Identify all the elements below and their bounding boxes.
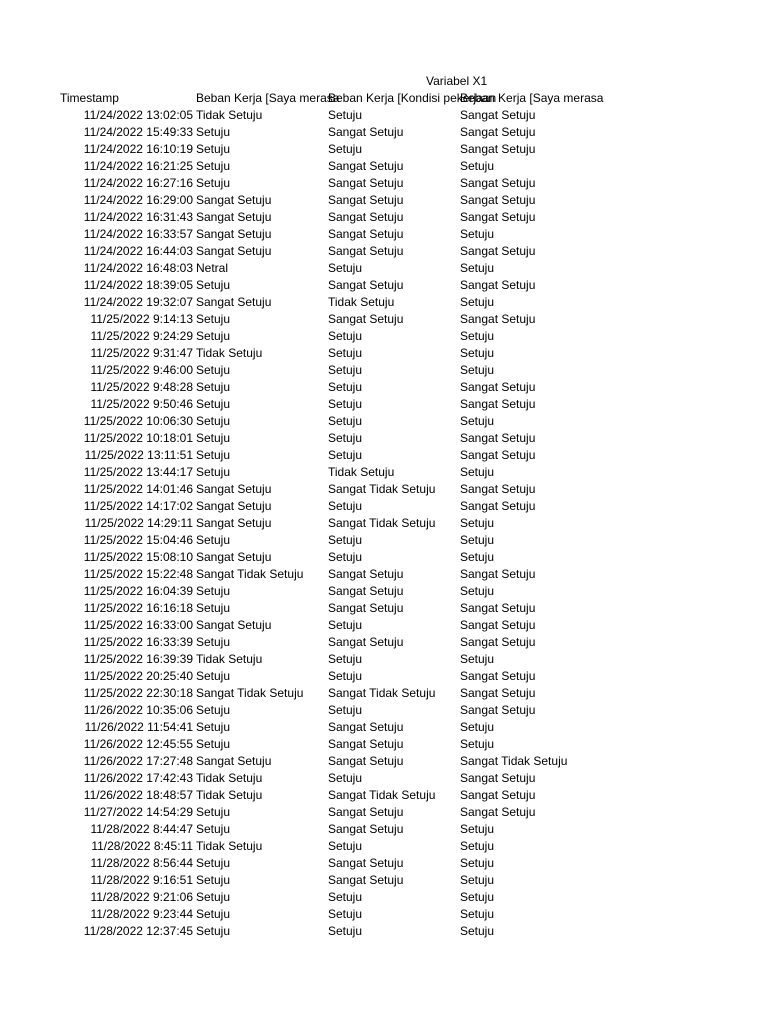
cell-beban-kerja-2: Setuju [328,431,363,445]
cell-beban-kerja-3: Setuju [460,363,495,377]
cell-beban-kerja-2: Setuju [328,839,363,853]
cell-timestamp: 11/26/2022 17:42:43 [83,771,193,785]
cell-timestamp: 11/28/2022 12:37:45 [83,924,193,938]
cell-beban-kerja-2: Sangat Setuju [328,125,404,139]
table-row [0,141,768,158]
cell-beban-kerja-3: Setuju [460,652,495,666]
table-row [0,447,768,464]
cell-beban-kerja-2: Setuju [328,448,363,462]
cell-beban-kerja-3: Setuju [460,261,495,275]
cell-beban-kerja-1: Setuju [196,890,231,904]
table-row [0,855,768,872]
table-row [0,158,768,175]
cell-beban-kerja-1: Tidak Setuju [196,652,263,666]
cell-timestamp: 11/25/2022 16:39:39 [83,652,193,666]
header-beban-kerja-3: Beban Kerja [Saya merasa [460,91,604,105]
cell-timestamp: 11/28/2022 9:16:51 [90,873,193,887]
cell-beban-kerja-3: Sangat Setuju [460,703,536,717]
cell-beban-kerja-3: Setuju [460,873,495,887]
cell-beban-kerja-2: Sangat Setuju [328,278,404,292]
cell-beban-kerja-1: Tidak Setuju [196,346,263,360]
cell-timestamp: 11/25/2022 16:16:18 [83,601,193,615]
cell-beban-kerja-1: Sangat Setuju [196,482,272,496]
cell-beban-kerja-3: Sangat Setuju [460,788,536,802]
cell-timestamp: 11/25/2022 14:17:02 [83,499,193,513]
cell-beban-kerja-2: Sangat Setuju [328,635,404,649]
header-beban-kerja-1: Beban Kerja [Saya merasa [196,91,340,105]
cell-beban-kerja-1: Setuju [196,737,231,751]
cell-beban-kerja-1: Setuju [196,924,231,938]
cell-beban-kerja-1: Setuju [196,159,231,173]
cell-beban-kerja-2: Setuju [328,550,363,564]
cell-beban-kerja-2: Sangat Setuju [328,312,404,326]
table-row [0,838,768,855]
cell-beban-kerja-2: Setuju [328,380,363,394]
cell-timestamp: 11/25/2022 10:18:01 [83,431,193,445]
cell-beban-kerja-3: Setuju [460,856,495,870]
table-row [0,685,768,702]
cell-timestamp: 11/26/2022 11:54:41 [84,720,193,734]
cell-beban-kerja-3: Sangat Setuju [460,635,536,649]
table-row [0,464,768,481]
cell-beban-kerja-3: Setuju [460,295,495,309]
cell-beban-kerja-3: Setuju [460,584,495,598]
table-row [0,311,768,328]
table-row [0,600,768,617]
cell-timestamp: 11/25/2022 13:11:51 [84,448,193,462]
table-row [0,379,768,396]
cell-timestamp: 11/25/2022 14:29:11 [84,516,193,530]
cell-timestamp: 11/24/2022 16:48:03 [83,261,193,275]
cell-timestamp: 11/25/2022 16:04:39 [83,584,193,598]
cell-beban-kerja-3: Sangat Setuju [460,567,536,581]
cell-timestamp: 11/25/2022 9:24:29 [90,329,193,343]
cell-beban-kerja-3: Setuju [460,839,495,853]
cell-beban-kerja-3: Sangat Setuju [460,686,536,700]
cell-beban-kerja-3: Setuju [460,533,495,547]
cell-beban-kerja-1: Sangat Setuju [196,618,272,632]
cell-timestamp: 11/26/2022 12:45:55 [83,737,193,751]
cell-timestamp: 11/25/2022 9:48:28 [90,380,193,394]
cell-beban-kerja-2: Setuju [328,499,363,513]
table-row [0,413,768,430]
cell-beban-kerja-1: Setuju [196,363,231,377]
cell-beban-kerja-2: Setuju [328,142,363,156]
cell-timestamp: 11/25/2022 9:31:47 [90,346,193,360]
table-row [0,345,768,362]
cell-beban-kerja-2: Sangat Setuju [328,856,404,870]
cell-beban-kerja-1: Setuju [196,414,231,428]
cell-beban-kerja-2: Setuju [328,771,363,785]
cell-beban-kerja-2: Sangat Setuju [328,227,404,241]
cell-beban-kerja-2: Setuju [328,108,363,122]
cell-beban-kerja-1: Tidak Setuju [196,108,263,122]
table-row [0,702,768,719]
table-row [0,566,768,583]
cell-beban-kerja-1: Setuju [196,635,231,649]
cell-beban-kerja-1: Setuju [196,805,231,819]
table-row [0,362,768,379]
table-row [0,481,768,498]
table-row [0,583,768,600]
cell-beban-kerja-2: Sangat Setuju [328,584,404,598]
cell-beban-kerja-1: Setuju [196,278,231,292]
table-row [0,209,768,226]
cell-beban-kerja-2: Sangat Setuju [328,822,404,836]
cell-beban-kerja-3: Sangat Setuju [460,210,536,224]
table-row [0,498,768,515]
cell-beban-kerja-3: Setuju [460,227,495,241]
cell-beban-kerja-3: Sangat Setuju [460,431,536,445]
cell-beban-kerja-1: Sangat Tidak Setuju [196,567,304,581]
table-row [0,107,768,124]
cell-timestamp: 11/26/2022 17:27:48 [83,754,193,768]
header-timestamp: Timestamp [60,91,119,105]
cell-beban-kerja-1: Setuju [196,856,231,870]
cell-timestamp: 11/24/2022 19:32:07 [83,295,193,309]
cell-beban-kerja-2: Setuju [328,890,363,904]
cell-timestamp: 11/28/2022 9:23:44 [90,907,193,921]
cell-beban-kerja-3: Sangat Setuju [460,397,536,411]
cell-beban-kerja-2: Setuju [328,669,363,683]
cell-timestamp: 11/28/2022 8:56:44 [90,856,193,870]
cell-beban-kerja-3: Sangat Setuju [460,669,536,683]
cell-beban-kerja-1: Sangat Setuju [196,516,272,530]
cell-beban-kerja-3: Setuju [460,907,495,921]
table-row [0,787,768,804]
cell-beban-kerja-2: Setuju [328,924,363,938]
table-row [0,515,768,532]
cell-timestamp: 11/24/2022 16:44:03 [83,244,193,258]
cell-beban-kerja-2: Sangat Tidak Setuju [328,686,436,700]
cell-beban-kerja-1: Sangat Setuju [196,210,272,224]
cell-beban-kerja-2: Setuju [328,414,363,428]
cell-timestamp: 11/28/2022 9:21:06 [90,890,193,904]
cell-beban-kerja-1: Sangat Setuju [196,193,272,207]
cell-beban-kerja-3: Sangat Setuju [460,142,536,156]
cell-timestamp: 11/25/2022 15:04:46 [83,533,193,547]
cell-beban-kerja-1: Setuju [196,329,231,343]
table-row [0,753,768,770]
table-row [0,634,768,651]
table-row [0,175,768,192]
table-row [0,192,768,209]
cell-beban-kerja-1: Setuju [196,601,231,615]
cell-beban-kerja-1: Setuju [196,465,231,479]
table-row [0,668,768,685]
cell-beban-kerja-2: Tidak Setuju [328,465,395,479]
cell-beban-kerja-2: Sangat Setuju [328,720,404,734]
header-row [0,90,768,107]
cell-beban-kerja-1: Sangat Setuju [196,295,272,309]
cell-beban-kerja-3: Sangat Setuju [460,618,536,632]
table-row [0,430,768,447]
cell-beban-kerja-3: Sangat Setuju [460,499,536,513]
cell-beban-kerja-2: Sangat Setuju [328,567,404,581]
cell-beban-kerja-3: Sangat Setuju [460,244,536,258]
cell-beban-kerja-2: Sangat Setuju [328,873,404,887]
cell-beban-kerja-1: Sangat Setuju [196,754,272,768]
table-row [0,719,768,736]
cell-beban-kerja-2: Sangat Setuju [328,601,404,615]
table-row [0,651,768,668]
cell-beban-kerja-3: Sangat Setuju [460,125,536,139]
cell-beban-kerja-3: Setuju [460,737,495,751]
cell-beban-kerja-2: Setuju [328,703,363,717]
cell-beban-kerja-2: Sangat Setuju [328,176,404,190]
table-row [0,889,768,906]
cell-timestamp: 11/25/2022 16:33:39 [83,635,193,649]
cell-beban-kerja-3: Setuju [460,822,495,836]
cell-beban-kerja-2: Setuju [328,618,363,632]
cell-timestamp: 11/25/2022 9:14:13 [90,312,193,326]
table-row [0,617,768,634]
cell-beban-kerja-3: Sangat Setuju [460,601,536,615]
cell-beban-kerja-2: Sangat Tidak Setuju [328,516,436,530]
cell-beban-kerja-1: Tidak Setuju [196,839,263,853]
cell-beban-kerja-2: Setuju [328,533,363,547]
cell-beban-kerja-2: Sangat Setuju [328,193,404,207]
cell-beban-kerja-2: Sangat Setuju [328,805,404,819]
cell-beban-kerja-2: Setuju [328,261,363,275]
cell-beban-kerja-1: Setuju [196,584,231,598]
cell-timestamp: 11/25/2022 15:22:48 [83,567,193,581]
cell-beban-kerja-3: Setuju [460,890,495,904]
cell-timestamp: 11/25/2022 15:08:10 [83,550,193,564]
cell-beban-kerja-1: Setuju [196,125,231,139]
cell-beban-kerja-1: Setuju [196,380,231,394]
cell-beban-kerja-1: Setuju [196,431,231,445]
cell-beban-kerja-2: Sangat Setuju [328,210,404,224]
cell-beban-kerja-3: Sangat Setuju [460,380,536,394]
cell-beban-kerja-3: Setuju [460,550,495,564]
cell-beban-kerja-2: Sangat Setuju [328,754,404,768]
cell-beban-kerja-1: Tidak Setuju [196,771,263,785]
table-row [0,124,768,141]
cell-timestamp: 11/28/2022 8:45:11 [91,839,193,853]
cell-beban-kerja-2: Setuju [328,363,363,377]
table-row [0,532,768,549]
cell-beban-kerja-2: Sangat Tidak Setuju [328,788,436,802]
cell-beban-kerja-2: Sangat Setuju [328,737,404,751]
cell-beban-kerja-3: Setuju [460,516,495,530]
cell-timestamp: 11/26/2022 18:48:57 [83,788,193,802]
table-row [0,277,768,294]
cell-timestamp: 11/24/2022 16:31:43 [83,210,193,224]
cell-beban-kerja-2: Sangat Tidak Setuju [328,482,436,496]
cell-beban-kerja-2: Setuju [328,329,363,343]
table-row [0,243,768,260]
cell-beban-kerja-3: Setuju [460,329,495,343]
table-row [0,294,768,311]
table-row [0,923,768,940]
table-row [0,821,768,838]
table-row [0,872,768,889]
cell-timestamp: 11/27/2022 14:54:29 [83,805,193,819]
cell-timestamp: 11/25/2022 9:50:46 [90,397,193,411]
cell-beban-kerja-1: Setuju [196,448,231,462]
cell-beban-kerja-1: Setuju [196,397,231,411]
cell-beban-kerja-1: Setuju [196,873,231,887]
table-row [0,906,768,923]
cell-beban-kerja-1: Setuju [196,669,231,683]
cell-beban-kerja-1: Netral [196,261,229,275]
cell-beban-kerja-1: Setuju [196,822,231,836]
cell-timestamp: 11/25/2022 10:06:30 [83,414,193,428]
cell-beban-kerja-1: Setuju [196,703,231,717]
cell-beban-kerja-1: Setuju [196,142,231,156]
cell-beban-kerja-3: Sangat Setuju [460,193,536,207]
cell-timestamp: 11/24/2022 13:02:05 [83,108,193,122]
cell-beban-kerja-1: Setuju [196,720,231,734]
cell-beban-kerja-1: Setuju [196,533,231,547]
cell-beban-kerja-3: Sangat Setuju [460,176,536,190]
cell-timestamp: 11/25/2022 20:25:40 [83,669,193,683]
cell-beban-kerja-3: Setuju [460,465,495,479]
cell-beban-kerja-3: Setuju [460,346,495,360]
cell-beban-kerja-1: Tidak Setuju [196,788,263,802]
cell-beban-kerja-3: Setuju [460,159,495,173]
table-row [0,396,768,413]
cell-beban-kerja-3: Setuju [460,414,495,428]
cell-beban-kerja-2: Sangat Setuju [328,159,404,173]
cell-timestamp: 11/26/2022 10:35:06 [83,703,193,717]
table-row [0,226,768,243]
cell-timestamp: 11/25/2022 16:33:00 [83,618,193,632]
cell-beban-kerja-1: Setuju [196,907,231,921]
cell-timestamp: 11/25/2022 22:30:18 [83,686,193,700]
cell-timestamp: 11/24/2022 16:10:19 [83,142,193,156]
table-row [0,328,768,345]
cell-beban-kerja-3: Sangat Setuju [460,312,536,326]
cell-beban-kerja-3: Sangat Setuju [460,448,536,462]
cell-beban-kerja-1: Sangat Setuju [196,244,272,258]
cell-timestamp: 11/24/2022 16:21:25 [83,159,193,173]
cell-beban-kerja-2: Sangat Setuju [328,244,404,258]
table-row [0,770,768,787]
cell-beban-kerja-1: Sangat Tidak Setuju [196,686,304,700]
header-beban-kerja-2: Beban Kerja [Kondisi pekerjaan [328,91,497,105]
cell-beban-kerja-2: Tidak Setuju [328,295,395,309]
cell-beban-kerja-1: Setuju [196,176,231,190]
cell-beban-kerja-3: Setuju [460,720,495,734]
cell-beban-kerja-2: Setuju [328,907,363,921]
cell-beban-kerja-1: Setuju [196,312,231,326]
cell-beban-kerja-3: Sangat Setuju [460,278,536,292]
cell-beban-kerja-2: Setuju [328,397,363,411]
cell-timestamp: 11/28/2022 8:44:47 [90,822,193,836]
cell-beban-kerja-3: Setuju [460,924,495,938]
cell-timestamp: 11/25/2022 14:01:46 [83,482,193,496]
cell-beban-kerja-3: Sangat Setuju [460,108,536,122]
cell-timestamp: 11/24/2022 18:39:05 [83,278,193,292]
cell-beban-kerja-1: Sangat Setuju [196,550,272,564]
cell-beban-kerja-1: Sangat Setuju [196,227,272,241]
cell-timestamp: 11/24/2022 16:29:00 [83,193,193,207]
cell-beban-kerja-3: Sangat Setuju [460,771,536,785]
table-row [0,260,768,277]
table-row [0,549,768,566]
cell-beban-kerja-2: Setuju [328,346,363,360]
cell-timestamp: 11/24/2022 16:27:16 [83,176,193,190]
table-row [0,804,768,821]
cell-beban-kerja-3: Sangat Setuju [460,482,536,496]
cell-beban-kerja-3: Sangat Setuju [460,805,536,819]
table-row [0,736,768,753]
cell-timestamp: 11/24/2022 15:49:33 [83,125,193,139]
cell-timestamp: 11/24/2022 16:33:57 [83,227,193,241]
group-title: Variabel X1 [426,74,488,88]
cell-beban-kerja-3: Sangat Tidak Setuju [460,754,568,768]
cell-beban-kerja-1: Sangat Setuju [196,499,272,513]
cell-timestamp: 11/25/2022 13:44:17 [83,465,193,479]
cell-timestamp: 11/25/2022 9:46:00 [90,363,193,377]
cell-beban-kerja-2: Setuju [328,652,363,666]
